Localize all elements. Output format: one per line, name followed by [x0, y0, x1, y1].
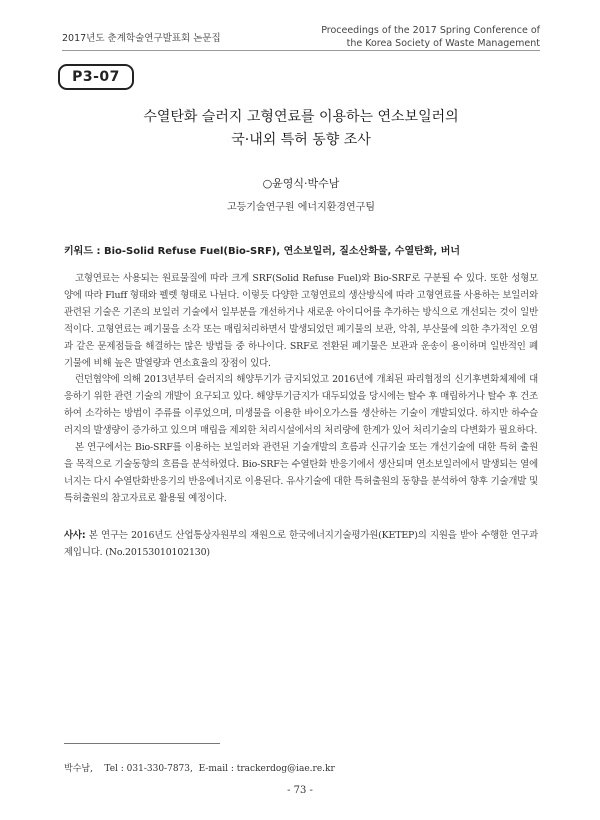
body-paragraph-2: 런던협약에 의해 2013년부터 슬러지의 해양투기가 금지되었고 2016년에 개최된 파리협정의 신기후변화체제에 대응하기 위한 관련 기술의 개발이 요구되고 있다. 해양투기금지가 대두되었을 당시에는 탈수 후 매립하거나 탈수 후 건조하여 소각하는 방법이 주류를 이루었으며, 미생물을 이용한 바이오가스를 생산하는 기술이 개발되었다. 하지만 하수슬러지의 발생량이 증가하고 있으며 매립을 제외한 처리시설에서의 처리량에 한계가 있어 처리기술의 다변화가 필요하다.	[64, 374, 538, 437]
header-right-line1: Proceedings of the 2017 Spring Conference of	[321, 25, 540, 36]
footnote: 박수남, Tel : 031-330-7873, E-mail : trackerdog@iae.re.kr	[64, 764, 335, 774]
page-number: - 73 -	[287, 785, 313, 796]
acknowledgement-text: 본 연구는 2016년도 산업통상자원부의 재원으로 한국에너지기술평가원(KETEP)의 지원을 받아 수행한 연구과제입니다. (No.20153010102130)	[64, 530, 538, 558]
affiliation: 고등기술연구원 에너지환경연구팀	[226, 202, 376, 213]
paper-id-badge: P3-07	[58, 64, 134, 90]
body-paragraph-3: 본 연구에서는 Bio-SRF를 이용하는 보일러와 관련된 기술개발의 흐름과 신규기술 또는 개선기술에 대한 특허 출원을 목적으로 기술동향의 흐름을 분석하였다. Bio-SRF는 수열탄화 반응기에서 생산되며 연소보일러에서 발생되는 열에너지는 다시 수열탄화반응기의 반응에너지로 이용된다. 유사기술에 대한 특허출원의 동향을 분석하여 향후 기술개발 및 특허출원의 참고자료로 활용될 예정이다.	[64, 442, 538, 504]
body-paragraph-1: 고형연료는 사용되는 원료물질에 따라 크게 SRF(Solid Refuse Fuel)와 Bio-SRF로 구분될 수 있다. 또한 성형모양에 따라 Fluff 형태와 펠렛 형태로 나뉜다. 이렇듯 다양한 고형연료의 생산방식에 따라 고형연료를 사용하는 보일러와 관련된 기술은 기존의 보일러 기술에서 일부분을 개선하거나 새로운 아이디어를 추가하는 방식으로 개선되는 것이 일반적이다. 고형연료는 폐기물을 소각 또는 매립처리하면서 발생되었던 폐기물의 보관, 악취, 부산물에 의한 추가적인 오염과 같은 문제점들을 해결하는 많은 방법들 중 하나이다. SRF로 전환된 폐기물은 보관과 운송이 용이하며 일반적인 폐기물에 비해 높은 발열량과 연소효율의 장점이 있다.	[64, 273, 538, 369]
paper-title	[62, 106, 540, 152]
header-rule	[62, 50, 540, 51]
acknowledgement	[64, 528, 538, 562]
header-right	[321, 25, 540, 50]
keywords: 키워드 : Bio-Solid Refuse Fuel(Bio-SRF), 연소보일러, 질소산화물, 수열탄화, 버너	[64, 246, 461, 257]
authors: ○윤영식·박수남	[262, 177, 340, 190]
header-left: 2017년도 춘계학술연구발표회 논문집	[62, 33, 221, 44]
abstract-body	[64, 271, 538, 508]
title-line2: 국·내외 특허 동향 조사	[231, 132, 371, 148]
footnote-rule	[64, 743, 220, 744]
title-line1: 수열탄화 슬러지 고형연료를 이용하는 연소보일러의	[143, 109, 459, 125]
header-right-line2: the Korea Society of Waste Management	[346, 37, 540, 49]
acknowledgement-label: 사사:	[64, 530, 86, 541]
